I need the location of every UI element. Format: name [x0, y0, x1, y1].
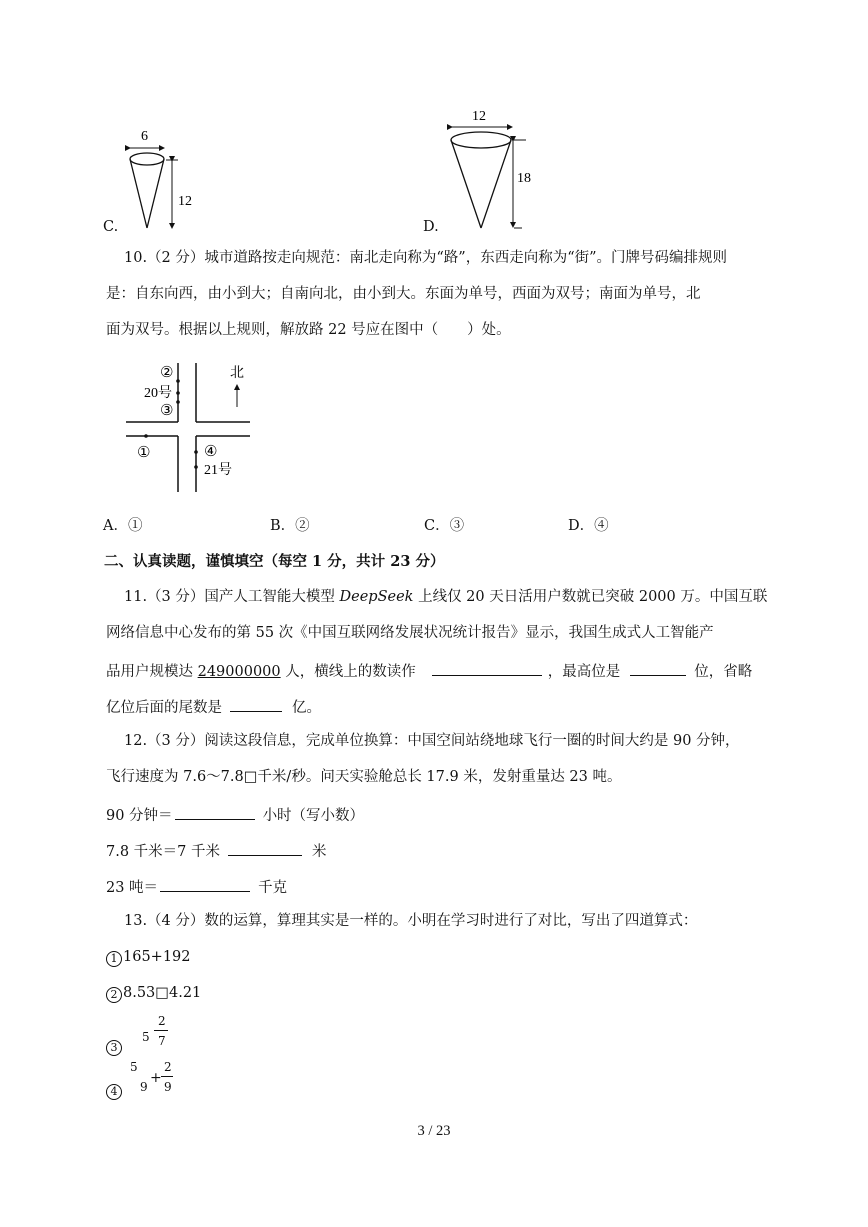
circled-1-icon: 1	[106, 951, 122, 967]
q10-option-b: B．②	[270, 518, 310, 534]
q12-blank-hours[interactable]	[175, 803, 255, 820]
marker-3: ③	[160, 401, 174, 419]
cone-c-height: 12	[178, 194, 192, 209]
marker-1: ①	[137, 443, 151, 461]
q12-conversion-3: 23 吨＝ 千克	[106, 875, 287, 898]
q10-line1: 10.（2 分）城市道路按走向规范：南北走向称为“路”，东西走向称为“街”。门牌号码编排规则	[124, 250, 728, 266]
q13-expression-3: 3 5 2 7	[106, 1014, 186, 1056]
circled-3-icon: 3	[106, 1040, 122, 1056]
north-label: 北	[230, 365, 244, 381]
q10-line2: 是：自东向西，由小到大；自南向北，由小到大。东面为单号，西面为双号；南面为单号，北	[106, 286, 701, 302]
q10-option-d: D．④	[568, 518, 609, 534]
q11-line1: 11.（3 分）国产人工智能大模型 DeepSeek 上线仅 20 天日活用户数就已突破 2000 万。中国互联	[124, 589, 768, 605]
cone-figure-d	[442, 104, 552, 234]
house-number-20: 20号	[144, 386, 172, 401]
q11-line2: 网络信息中心发布的第 55 次《中国互联网络发展状况统计报告》显示，我国生成式人工智能产	[106, 625, 714, 641]
marker-4: ④	[204, 442, 218, 460]
q11-highlighted-number: 249000000	[197, 664, 281, 680]
q10-option-a: A．①	[103, 518, 143, 534]
q11-blank-highest-place[interactable]	[630, 659, 686, 676]
house-number-21: 21号	[204, 463, 232, 478]
cone-d-height: 18	[517, 171, 531, 186]
street-map-figure	[120, 355, 260, 500]
q11-line4: 亿位后面的尾数是 亿。	[106, 695, 321, 718]
q13-line1: 13.（4 分）数的运算，算理其实是一样的。小明在学习时进行了对比，写出了四道算式：	[124, 913, 698, 929]
section-2-heading: 二、认真读题，谨慎填空（每空 1 分，共计 23 分）	[104, 553, 445, 570]
option-c-label: C.	[103, 219, 119, 235]
circled-2-icon: 2	[106, 987, 122, 1003]
q12-line2: 飞行速度为 7.6～7.8□千米/秒。问天实验舱总长 17.9 米，发射重量达 23 吨。	[106, 769, 622, 785]
cone-c-width: 6	[141, 129, 148, 144]
q10-option-c: C．③	[424, 518, 465, 534]
q12-conversion-2: 7.8 千米＝7 千米 米	[106, 839, 327, 862]
q12-conversion-1: 90 分钟＝ 小时（写小数）	[106, 803, 364, 826]
q13-expression-4: 4 5 9 + 2 9	[106, 1058, 186, 1102]
page-number: 3 / 23	[417, 1123, 451, 1139]
q12-blank-kilograms[interactable]	[160, 875, 250, 892]
cone-figure-c	[120, 126, 210, 236]
q11-blank-read[interactable]	[432, 659, 542, 676]
q12-blank-meters[interactable]	[228, 839, 302, 856]
q13-expression-2: 2 8.53□4.21	[106, 983, 201, 1003]
q11-blank-approx[interactable]	[230, 695, 282, 712]
q10-line3: 面为双号。根据以上规则，解放路 22 号应在图中（ ）处。	[106, 322, 511, 338]
cone-d-width: 12	[472, 109, 486, 124]
q12-line1: 12.（3 分）阅读这段信息，完成单位换算：中国空间站绕地球飞行一圈的时间大约是 90 分钟，	[124, 733, 740, 749]
marker-2: ②	[160, 363, 174, 381]
circled-4-icon: 4	[106, 1084, 122, 1100]
q13-expression-1: 1 165+192	[106, 947, 191, 967]
option-d-label: D.	[423, 219, 439, 235]
q11-line3: 品用户规模达 249000000 人，横线上的数读作 ，最高位是 位，省略	[106, 659, 752, 682]
